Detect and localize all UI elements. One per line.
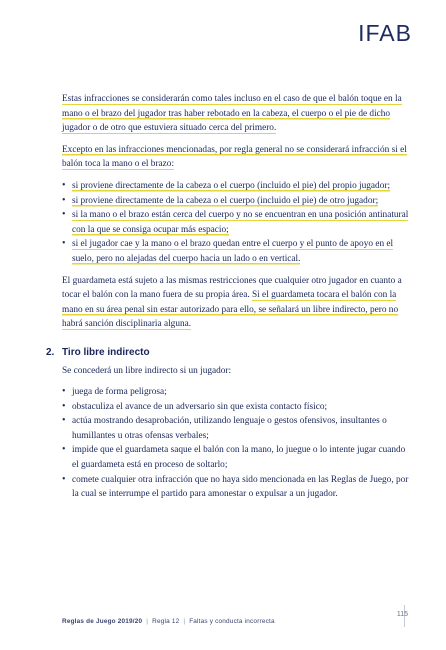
- list-item: • si el jugador cae y la mano o el brazo quedan entre el cuerpo y el punto de apoyo en el suelo, pero no alejadas del cuerpo hacia un lado o en vertical.: [62, 237, 414, 266]
- section-list: [62, 385, 414, 502]
- footer-separator: |: [183, 618, 186, 625]
- section-intro: Se concederá un libre indirecto si un jugador:: [62, 365, 232, 376]
- goalkeeper-highlight: Si el guardameta tocara el balón con la mano en su área penal sin estar autorizado para ello, se señalará un libre indirecto, pero no habrá sanción disciplinaria alguna.: [62, 290, 399, 330]
- intro-paragraph: [62, 92, 414, 136]
- list-item: • comete cualquier otra infracción que no haya sido mencionada en las Reglas de Juego, por la cual se interrumpe el partido para amonestar o expulsar a un jugador.: [62, 473, 414, 502]
- ifab-logo: IFAB: [358, 20, 412, 46]
- goalkeeper-text: El guardameta está sujeto a las mismas restricciones que cualquier otro jugador en cuanto a tocar el balón con la mano fuera de su propia área.: [62, 275, 402, 301]
- list-item: • actúa mostrando desaprobación, utilizando lenguaje o gestos ofensivos, insultantes o humillantes u otras ofensas verbales;: [62, 414, 414, 443]
- page-content: [46, 92, 414, 509]
- list-item: • juega de forma peligrosa;: [62, 385, 414, 400]
- footer-chapter: Faltas y conducta incorrecta: [189, 618, 275, 625]
- except-list: [62, 179, 414, 267]
- list-item: • impide que el guardameta saque el balón con la mano, lo juegue o lo intente jugar cuando el guardameta está en proceso de soltarlo;: [62, 443, 414, 472]
- goalkeeper-paragraph: [62, 274, 414, 332]
- section-number: 2.: [46, 346, 55, 358]
- page-footer: [62, 618, 275, 625]
- footer-separator: |: [146, 618, 149, 625]
- list-item: • si proviene directamente de la cabeza o el cuerpo (incluido el pie) de otro jugador;: [62, 194, 414, 209]
- list-item: • si proviene directamente de la cabeza o el cuerpo (incluido el pie) del propio jugador;: [62, 179, 414, 194]
- list-item: • si la mano o el brazo están cerca del cuerpo y no se encuentran en una posición antinatural con la que se consiga ocupar más espacio;: [62, 208, 414, 237]
- section-heading: [46, 346, 414, 361]
- section-title: Tiro libre indirecto: [62, 346, 150, 358]
- footer-book-title: Reglas de Juego 2019/20: [62, 618, 143, 625]
- except-highlight: Excepto en las infracciones mencionadas, por regla general no se considerará infracción si el balón toca la mano o el brazo:: [62, 144, 407, 170]
- intro-highlight: Estas infracciones se considerarán como tales incluso en el caso de que el balón toque en la mano o el brazo del jugador tras haber rebotado en la cabeza, el cuerpo o el pie de dicho jugador o de otro que estuviera situado cerca del primero.: [62, 94, 402, 134]
- footer-law: Regla 12: [152, 618, 180, 625]
- page-number: 115: [396, 611, 408, 618]
- list-item: • obstaculiza el avance de un adversario sin que exista contacto físico;: [62, 400, 414, 415]
- except-paragraph: [62, 143, 414, 172]
